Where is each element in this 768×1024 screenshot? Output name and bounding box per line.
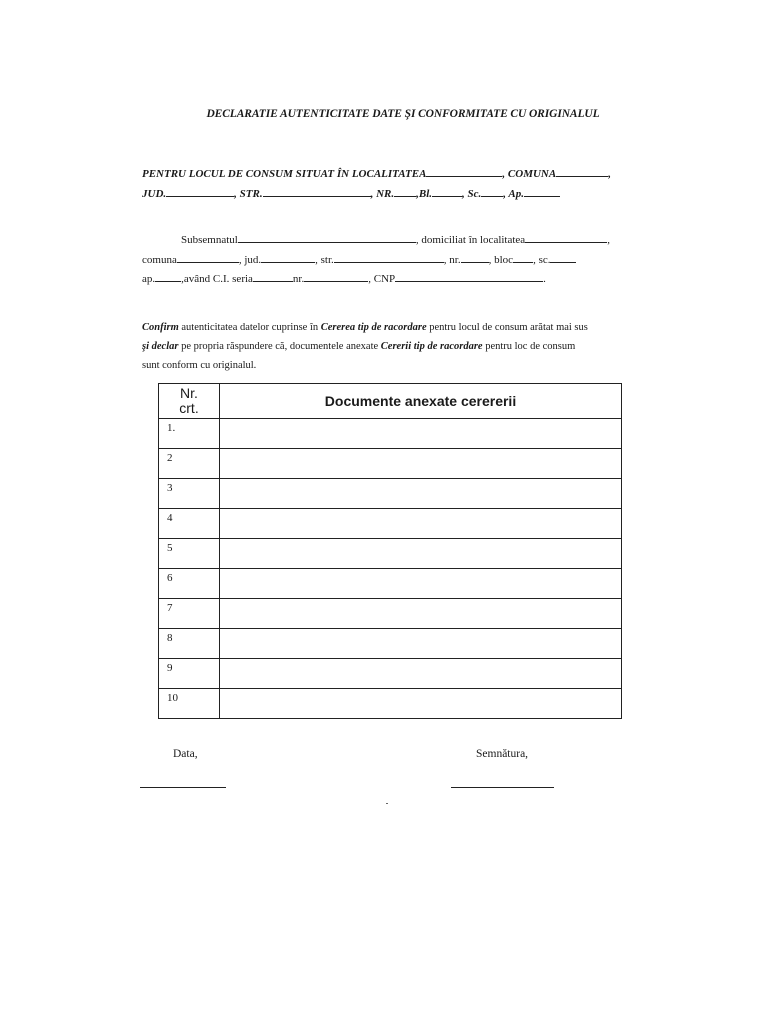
- row-number: 1.: [159, 419, 220, 449]
- identity-sc-field[interactable]: [550, 252, 576, 263]
- table-row: [159, 479, 622, 509]
- date-line[interactable]: [140, 787, 226, 788]
- scan-speck: [386, 803, 388, 804]
- ci-nr-label: nr.: [292, 273, 305, 285]
- row-number: 4: [159, 509, 220, 539]
- cnp-label: , CNP: [368, 273, 396, 285]
- sc-label: , Sc.: [462, 188, 482, 200]
- statement-line-1: [142, 318, 662, 337]
- document-cell[interactable]: [220, 419, 622, 449]
- identity-line-1: [181, 232, 610, 246]
- comuna-field[interactable]: [556, 166, 608, 177]
- col-nr-header: [159, 384, 220, 419]
- sc-field[interactable]: [481, 186, 503, 197]
- domicile-locality-field[interactable]: [525, 232, 607, 243]
- identity-ap-field[interactable]: [155, 271, 181, 282]
- document-cell[interactable]: [220, 479, 622, 509]
- identity-bloc-field[interactable]: [513, 252, 533, 263]
- identity-line-3: [142, 271, 546, 285]
- bloc-label: , bloc: [488, 254, 514, 266]
- row-number: 9: [159, 659, 220, 689]
- nr-label: , nr.: [443, 254, 461, 266]
- identity-str-field[interactable]: [334, 252, 444, 263]
- col-nr-line1: Nr.: [180, 385, 198, 401]
- str-label: , str.: [315, 254, 334, 266]
- table-header-row: [159, 384, 622, 419]
- ap-label: , Ap.: [503, 188, 524, 200]
- statement-line-3: sunt conform cu originalul.: [142, 360, 257, 371]
- table-row: [159, 599, 622, 629]
- statement-line-2: [142, 337, 662, 356]
- confirm-word: Confirm: [142, 322, 179, 333]
- ci-series-label: ,având C.I. seria: [181, 273, 253, 285]
- locality-field[interactable]: [426, 166, 502, 177]
- row-number: 7: [159, 599, 220, 629]
- table-row: [159, 419, 622, 449]
- line-end: ,: [607, 234, 610, 246]
- subsemnatul-label: Subsemnatul: [181, 234, 238, 246]
- document-cell[interactable]: [220, 629, 622, 659]
- signature-label: Semnătura,: [476, 748, 529, 760]
- document-cell[interactable]: [220, 449, 622, 479]
- domiciliat-label: , domiciliat în localitatea: [415, 234, 526, 246]
- declar-word: şi declar: [142, 341, 179, 352]
- document-cell[interactable]: [220, 569, 622, 599]
- date-label: Data,: [173, 748, 198, 760]
- comuna-label: , COMUNA: [502, 168, 557, 180]
- nr-field[interactable]: [394, 186, 416, 197]
- sc-label: , sc.: [533, 254, 551, 266]
- statement-text: autenticitatea datelor cuprinse în: [178, 322, 321, 333]
- line-end: .: [543, 273, 546, 285]
- identity-line-2: [142, 252, 576, 266]
- table-row: [159, 449, 622, 479]
- statement-paragraph: [142, 318, 662, 375]
- document-cell[interactable]: [220, 539, 622, 569]
- location-label: PENTRU LOCUL DE CONSUM SITUAT ÎN LOCALITATEA: [142, 168, 427, 180]
- bl-label: ,Bl.: [416, 188, 433, 200]
- table-row: [159, 539, 622, 569]
- cererea-word: Cererea tip de racordare: [320, 322, 427, 333]
- ap-label: ap.: [142, 273, 156, 285]
- table-row: [159, 629, 622, 659]
- documents-table: [158, 383, 622, 719]
- row-number: 2: [159, 449, 220, 479]
- table-row: [159, 659, 622, 689]
- row-number: 10: [159, 689, 220, 719]
- col-docs-header: Documente anexate cerererii: [220, 384, 622, 419]
- cererii-word: Cererii tip de racordare: [380, 341, 483, 352]
- row-number: 8: [159, 629, 220, 659]
- row-number: 3: [159, 479, 220, 509]
- table-row: [159, 509, 622, 539]
- document-cell[interactable]: [220, 599, 622, 629]
- cnp-field[interactable]: [395, 271, 543, 282]
- line-end: ,: [608, 168, 611, 180]
- document-title: DECLARATIE AUTENTICITATE DATE ŞI CONFORMITATE CU ORIGINALUL: [206, 108, 600, 120]
- identity-jud-field[interactable]: [261, 252, 315, 263]
- jud-field[interactable]: [166, 186, 234, 197]
- statement-text: pentru locul de consum arătat mai sus: [426, 322, 588, 333]
- ci-nr-field[interactable]: [304, 271, 368, 282]
- ap-field[interactable]: [524, 186, 560, 197]
- document-cell[interactable]: [220, 509, 622, 539]
- ci-series-field[interactable]: [253, 271, 293, 282]
- document-cell[interactable]: [220, 659, 622, 689]
- document-cell[interactable]: [220, 689, 622, 719]
- signature-line[interactable]: [451, 787, 554, 788]
- location-line-2: [142, 186, 560, 200]
- table-body: [159, 419, 622, 719]
- statement-text: pe propria răspundere că, documentele anexate: [178, 341, 381, 352]
- table-row: [159, 689, 622, 719]
- identity-nr-field[interactable]: [461, 252, 489, 263]
- bl-field[interactable]: [432, 186, 462, 197]
- statement-text: pentru loc de consum: [482, 341, 576, 352]
- location-line-1: [142, 166, 611, 180]
- str-label: , STR.: [234, 188, 263, 200]
- str-field[interactable]: [263, 186, 371, 197]
- jud-label: , jud.: [238, 254, 262, 266]
- identity-comuna-field[interactable]: [177, 252, 239, 263]
- row-number: 5: [159, 539, 220, 569]
- nr-label: , NR.: [370, 188, 395, 200]
- row-number: 6: [159, 569, 220, 599]
- table-row: [159, 569, 622, 599]
- comuna-label: comuna: [142, 254, 177, 266]
- jud-label: JUD.: [142, 188, 167, 200]
- col-nr-line2: crt.: [179, 400, 199, 416]
- name-field[interactable]: [238, 232, 416, 243]
